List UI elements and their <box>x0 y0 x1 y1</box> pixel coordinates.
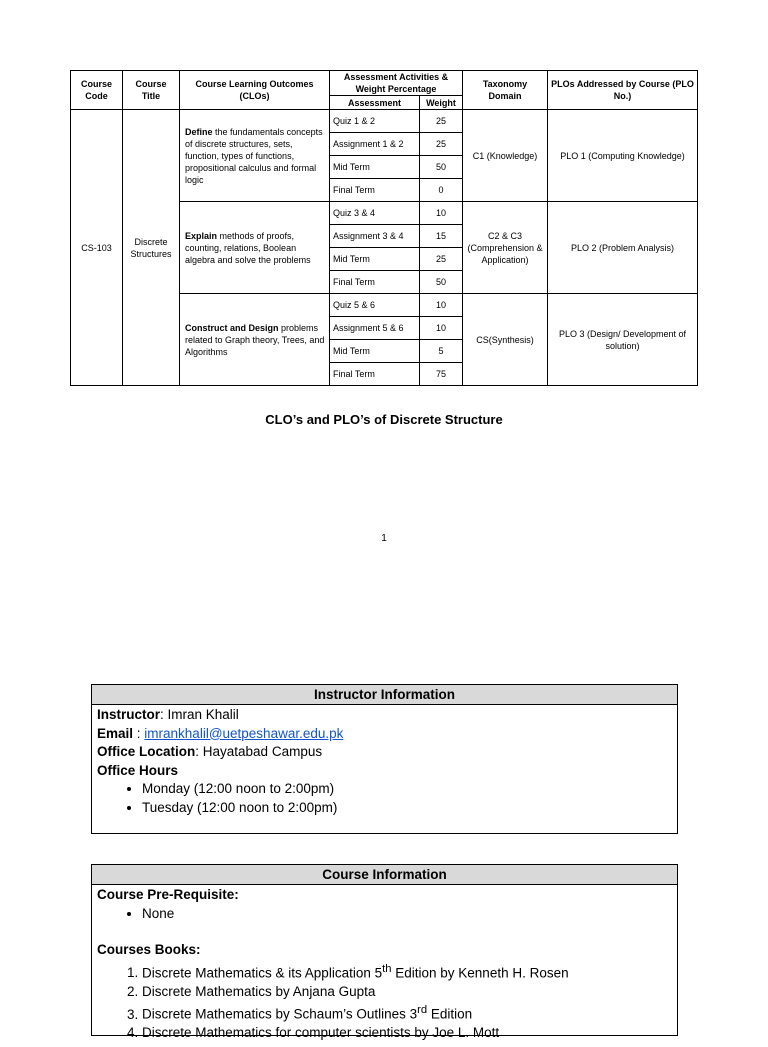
page-number: 1 <box>381 533 387 544</box>
header-course-title: Course Title <box>123 71 180 110</box>
weight-cell: 25 <box>420 110 463 133</box>
clo-description: the fundamentals concepts of discrete structures, sets, function, types of functions, propositional calculus and formal logic <box>185 126 323 185</box>
weight-cell: 50 <box>420 156 463 179</box>
header-clos: Course Learning Outcomes (CLOs) <box>180 71 330 110</box>
instructor-info-body <box>92 705 677 821</box>
taxonomy-cell-3: CS(Synthesis) <box>463 294 548 386</box>
clo-verb: Explain <box>185 230 218 241</box>
weight-cell: 25 <box>420 248 463 271</box>
email-link[interactable]: imrankhalil@uetpeshawar.edu.pk <box>144 725 344 741</box>
books-label: Courses Books: <box>97 942 201 957</box>
weight-cell: 10 <box>420 294 463 317</box>
plo-cell-1: PLO 1 (Computing Knowledge) <box>548 110 698 202</box>
assessment-cell: Quiz 3 & 4 <box>330 202 420 225</box>
header-weight: Weight <box>420 96 463 110</box>
office-hours-list <box>97 780 672 817</box>
weight-cell: 25 <box>420 133 463 156</box>
list-item: 3. Discrete Mathematics by Schaum’s Outlines 3rd Edition <box>142 1001 672 1024</box>
assessment-cell: Mid Term <box>330 156 420 179</box>
weight-cell: 5 <box>420 340 463 363</box>
weight-cell: 75 <box>420 363 463 386</box>
weight-cell: 50 <box>420 271 463 294</box>
books-list <box>97 960 672 1043</box>
table-caption: CLO’s and PLO’s of Discrete Structure <box>265 412 503 427</box>
list-item: • None <box>142 905 672 924</box>
assessment-cell: Assignment 3 & 4 <box>330 225 420 248</box>
clo-cell-2 <box>180 202 330 294</box>
weight-cell: 15 <box>420 225 463 248</box>
assessment-cell: Mid Term <box>330 248 420 271</box>
assessment-cell: Final Term <box>330 179 420 202</box>
header-row-1 <box>71 71 698 96</box>
weight-cell: 0 <box>420 179 463 202</box>
list-item: • Tuesday (12:00 noon to 2:00pm) <box>142 799 672 818</box>
prerequisite-label: Course Pre-Requisite: <box>97 887 239 902</box>
taxonomy-cell-1: C1 (Knowledge) <box>463 110 548 202</box>
clo-cell-3 <box>180 294 330 386</box>
header-taxonomy: Taxonomy Domain <box>463 71 548 110</box>
assessment-cell: Quiz 1 & 2 <box>330 110 420 133</box>
table-row <box>71 110 698 133</box>
course-info-box <box>91 864 678 1040</box>
course-title-cell: Discrete Structures <box>123 110 180 386</box>
plo-cell-3: PLO 3 (Design/ Development of solution) <box>548 294 698 386</box>
email-label: Email <box>97 725 134 741</box>
weight-cell: 10 <box>420 317 463 340</box>
prerequisite-list <box>97 905 672 924</box>
email-separator: : <box>133 725 145 741</box>
clo-verb: Construct and Design <box>185 322 279 333</box>
instructor-label: Instructor <box>97 707 161 722</box>
assessment-cell: Assignment 5 & 6 <box>330 317 420 340</box>
course-code-cell: CS-103 <box>71 110 123 386</box>
instructor-line <box>97 706 672 725</box>
header-assessment-activities: Assessment Activities & Weight Percentage <box>330 71 463 96</box>
clo-cell-1 <box>180 110 330 202</box>
clo-plo-table <box>70 70 698 386</box>
header-course-code: Course Code <box>71 71 123 110</box>
plo-cell-2: PLO 2 (Problem Analysis) <box>548 202 698 294</box>
office-hours-label: Office Hours <box>97 762 179 778</box>
assessment-cell: Final Term <box>330 363 420 386</box>
office-location-label: Office Location <box>97 744 196 759</box>
instructor-name: : Imran Khalil <box>160 707 239 722</box>
instructor-info-box <box>91 684 678 834</box>
taxonomy-cell-2: C2 & C3 (Comprehension & Application) <box>463 202 548 294</box>
clo-description: methods of proofs, counting, relations, Boolean algebra and solve the problems <box>185 230 311 265</box>
header-plos: PLOs Addressed by Course (PLO No.) <box>548 71 698 110</box>
clo-verb: Define <box>185 126 213 137</box>
course-info-body <box>92 885 677 1047</box>
assessment-cell: Mid Term <box>330 340 420 363</box>
office-location-line <box>97 743 672 762</box>
list-item: 1. Discrete Mathematics & its Application 5th Edition by Kenneth H. Rosen <box>142 960 672 983</box>
instructor-info-heading: Instructor Information <box>92 685 677 705</box>
assessment-cell: Quiz 5 & 6 <box>330 294 420 317</box>
header-assessment: Assessment <box>330 96 420 110</box>
course-info-heading: Course Information <box>92 865 677 885</box>
clo-description: problems related to Graph theory, Trees, and Algorithms <box>185 322 325 357</box>
office-location-value: : Hayatabad Campus <box>195 744 323 759</box>
list-item: 4. Discrete Mathematics for computer scientists by Joe L. Mott <box>142 1024 672 1043</box>
assessment-cell: Final Term <box>330 271 420 294</box>
email-line <box>97 725 672 744</box>
list-item: • Monday (12:00 noon to 2:00pm) <box>142 780 672 799</box>
list-item: 2. Discrete Mathematics by Anjana Gupta <box>142 983 672 1002</box>
weight-cell: 10 <box>420 202 463 225</box>
assessment-cell: Assignment 1 & 2 <box>330 133 420 156</box>
